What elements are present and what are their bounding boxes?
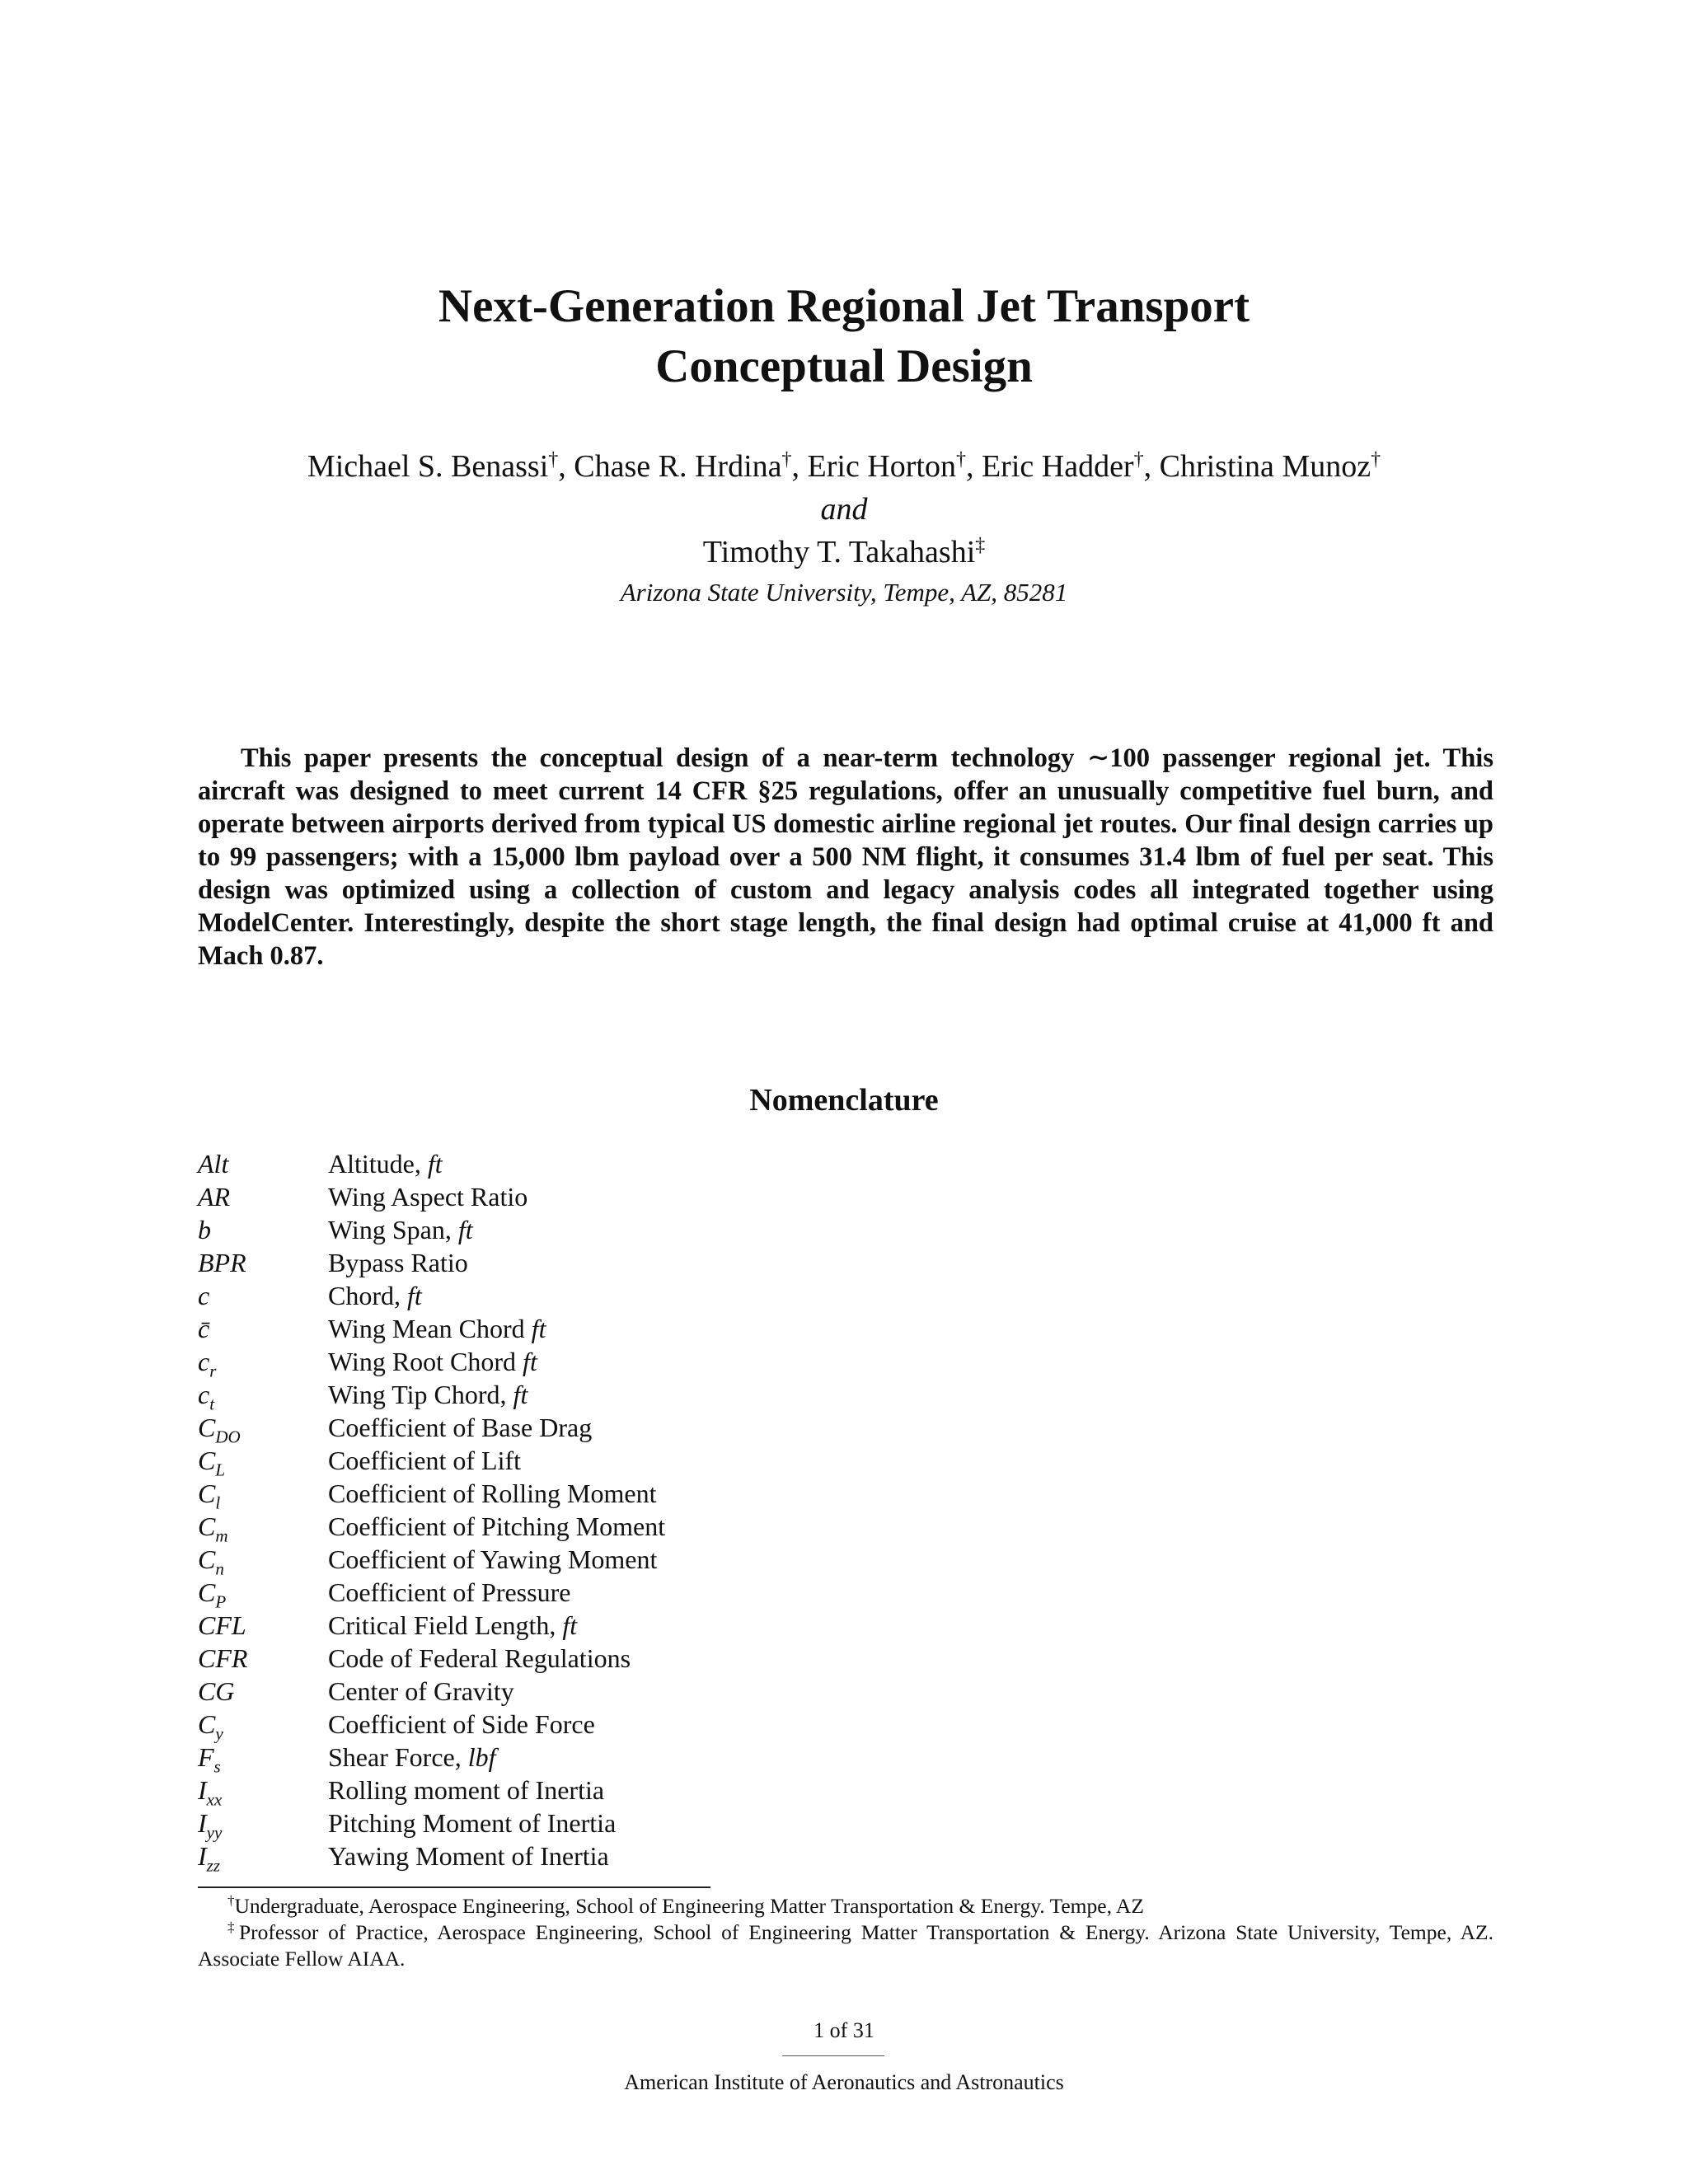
nomenclature-heading: Nomenclature <box>749 1083 939 1118</box>
symbol-base: C <box>198 1511 216 1541</box>
symbol-subscript: yy <box>206 1822 223 1843</box>
definition-text: Coefficient of Rolling Moment <box>328 1479 657 1508</box>
nomenclature-row <box>198 1510 1352 1546</box>
definition-text: Code of Federal Regulations <box>328 1643 631 1673</box>
definition-text: Wing Mean Chord <box>328 1314 532 1343</box>
nomenclature-definition <box>328 1312 546 1345</box>
symbol-base: I <box>198 1841 207 1871</box>
nomenclature-row <box>198 1345 1352 1381</box>
nomenclature-row <box>198 1774 1352 1810</box>
symbol-base: C <box>198 1413 216 1442</box>
definition-text: Critical Field Length, <box>328 1610 563 1640</box>
symbol-base: c <box>198 1380 210 1409</box>
author-name: Chase R. Hrdina <box>574 449 782 484</box>
symbol-subscript: xx <box>206 1789 223 1810</box>
affiliation-mark: † <box>1133 448 1144 471</box>
definition-unit: ft <box>523 1347 537 1376</box>
page-number: 1 of 31 <box>814 2018 874 2042</box>
nomenclature-definition <box>328 1741 496 1774</box>
nomenclature-symbol <box>198 1180 328 1213</box>
abstract: This paper presents the conceptual design of a near-term technology ∼100 passenger regional jet. This aircraft was designed to meet current 14 CFR §25 regulations, offer an unusually competitive fuel burn, and operate between airports derived from typical US domestic airline regional jet routes. Our final design carries up to 99 passengers; with a 15,000 lbm payload over a 500 NM flight, it consumes 31.4 lbm of fuel per seat. This design was optimized using a collection of custom and legacy analysis codes all integrated together using ModelCenter. Interestingly, despite the short stage length, the final design had optimal cruise at 41,000 ft and Mach 0.87. <box>198 743 1493 971</box>
nomenclature-symbol <box>198 1378 328 1414</box>
nomenclature-symbol <box>198 1213 328 1246</box>
nomenclature-definition <box>328 1609 577 1642</box>
symbol-base: C <box>198 1577 216 1607</box>
affiliation-mark: † <box>1371 448 1381 471</box>
symbol-base: c <box>198 1281 210 1310</box>
nomenclature-definition <box>328 1675 514 1708</box>
symbol-subscript: n <box>215 1558 224 1579</box>
symbol-subscript: y <box>215 1723 223 1744</box>
nomenclature-definition <box>328 1411 592 1444</box>
symbol-subscript: zz <box>206 1855 221 1876</box>
nomenclature-row <box>198 1609 1352 1642</box>
symbol-base: I <box>198 1808 207 1838</box>
symbol-subscript: l <box>215 1493 221 1513</box>
nomenclature-definition <box>328 1246 468 1279</box>
symbol-subscript: t <box>209 1394 215 1414</box>
definition-text: Wing Tip Chord, <box>328 1380 513 1409</box>
page-number-divider <box>782 2055 884 2056</box>
nomenclature-row <box>198 1180 1352 1213</box>
nomenclature-row <box>198 1543 1352 1579</box>
nomenclature-definition <box>328 1378 528 1411</box>
definition-text: Altitude, <box>328 1149 428 1179</box>
nomenclature-definition <box>328 1444 521 1477</box>
definition-text: Shear Force, <box>328 1742 468 1772</box>
nomenclature-symbol <box>198 1477 328 1513</box>
last-author <box>0 531 1688 574</box>
definition-text: Pitching Moment of Inertia <box>328 1808 617 1838</box>
definition-unit: ft <box>457 1215 473 1244</box>
symbol-base: C <box>198 1544 216 1574</box>
author-name: Eric Hadder <box>981 449 1134 484</box>
author-name: Timothy T. Takahashi <box>702 535 976 569</box>
nomenclature-definition <box>328 1708 595 1741</box>
nomenclature-symbol <box>198 1312 328 1345</box>
nomenclature-definition <box>328 1840 609 1872</box>
definition-text: Rolling moment of Inertia <box>328 1775 605 1805</box>
definition-text: Coefficient of Pressure <box>328 1577 571 1607</box>
symbol-base: c <box>198 1347 210 1376</box>
nomenclature-symbol <box>198 1807 328 1843</box>
title-line-1: Next-Generation Regional Jet Transport <box>438 280 1250 332</box>
nomenclature-row <box>198 1213 1352 1246</box>
definition-unit: ft <box>562 1610 578 1640</box>
definition-text: Center of Gravity <box>328 1676 514 1706</box>
definition-unit: lbf <box>467 1742 496 1772</box>
nomenclature-row <box>198 1675 1352 1708</box>
footnote <box>198 1919 1493 1972</box>
footnote-mark: ‡ <box>227 1919 239 1935</box>
affiliation-mark: ‡ <box>975 534 986 556</box>
nomenclature-symbol <box>198 1774 328 1810</box>
nomenclature-definition <box>328 1510 665 1543</box>
definition-unit: ft <box>407 1281 422 1310</box>
definition-text: Coefficient of Side Force <box>328 1709 595 1739</box>
definition-text: Coefficient of Yawing Moment <box>328 1544 658 1574</box>
affiliation-mark: † <box>955 448 966 471</box>
nomenclature-list <box>198 1147 1352 1876</box>
nomenclature-row <box>198 1411 1352 1447</box>
nomenclature-row <box>198 1147 1352 1180</box>
nomenclature-symbol <box>198 1609 328 1642</box>
definition-text: Wing Aspect Ratio <box>328 1182 528 1212</box>
footnote-text: Undergraduate, Aerospace Engineering, School of Engineering Matter Transportation & Energy. Tempe, AZ <box>234 1894 1144 1918</box>
nomenclature-row <box>198 1279 1352 1312</box>
footnotes <box>198 1893 1493 1972</box>
nomenclature-row <box>198 1807 1352 1843</box>
nomenclature-definition <box>328 1345 537 1378</box>
definition-text: Coefficient of Lift <box>328 1446 521 1475</box>
symbol-subscript: r <box>209 1361 217 1381</box>
nomenclature-symbol <box>198 1411 328 1447</box>
definition-unit: ft <box>531 1314 546 1343</box>
nomenclature-definition <box>328 1180 528 1213</box>
symbol-base: CG <box>198 1676 235 1706</box>
journal-footer: American Institute of Aeronautics and Astronautics <box>624 2070 1064 2094</box>
nomenclature-row <box>198 1477 1352 1513</box>
author-name: Christina Munoz <box>1159 449 1372 484</box>
title-line-2: Conceptual Design <box>655 340 1033 392</box>
nomenclature-symbol <box>198 1576 328 1612</box>
definition-unit: ft <box>427 1149 443 1179</box>
definition-text: Coefficient of Base Drag <box>328 1413 593 1442</box>
nomenclature-row <box>198 1642 1352 1675</box>
nomenclature-row <box>198 1378 1352 1414</box>
nomenclature-symbol <box>198 1741 328 1777</box>
affiliation: Arizona State University, Tempe, AZ, 85281 <box>620 578 1068 607</box>
nomenclature-row <box>198 1576 1352 1612</box>
symbol-subscript: DO <box>215 1427 241 1447</box>
footnote-text: Professor of Practice, Aerospace Engineering, School of Engineering Matter Transportation & Energy. Arizona State University, Tempe, AZ. Associate Fellow AIAA. <box>198 1920 1494 1971</box>
definition-unit: ft <box>513 1380 528 1409</box>
affiliation-mark: † <box>781 448 792 471</box>
nomenclature-symbol <box>198 1840 328 1876</box>
nomenclature-symbol <box>198 1642 328 1675</box>
author-name: Michael S. Benassi <box>307 449 549 484</box>
nomenclature-symbol <box>198 1543 328 1579</box>
symbol-subscript: L <box>215 1460 226 1480</box>
nomenclature-definition <box>328 1213 473 1246</box>
nomenclature-symbol <box>198 1444 328 1480</box>
nomenclature-symbol <box>198 1345 328 1381</box>
nomenclature-definition <box>328 1807 616 1840</box>
nomenclature-symbol <box>198 1675 328 1708</box>
nomenclature-symbol <box>198 1246 328 1279</box>
definition-text: Wing Root Chord <box>328 1347 523 1376</box>
nomenclature-row <box>198 1840 1352 1876</box>
nomenclature-definition <box>328 1477 656 1510</box>
definition-text: Yawing Moment of Inertia <box>328 1841 609 1871</box>
symbol-subscript: m <box>215 1526 228 1546</box>
nomenclature-symbol <box>198 1147 328 1180</box>
nomenclature-symbol <box>198 1708 328 1744</box>
symbol-base: CFL <box>198 1610 246 1640</box>
symbol-base: I <box>198 1775 207 1805</box>
and-connector: and <box>820 492 868 527</box>
nomenclature-row <box>198 1444 1352 1480</box>
nomenclature-row <box>198 1246 1352 1279</box>
symbol-base: b <box>198 1215 211 1244</box>
affiliation-mark: † <box>548 448 559 471</box>
symbol-base: c̄ <box>198 1314 210 1343</box>
symbol-base: C <box>198 1709 216 1739</box>
nomenclature-definition <box>328 1774 604 1807</box>
nomenclature-definition <box>328 1576 570 1609</box>
symbol-base: AR <box>198 1182 231 1212</box>
symbol-base: BPR <box>198 1248 246 1277</box>
symbol-base: C <box>198 1446 216 1475</box>
symbol-base: F <box>198 1742 214 1772</box>
definition-text: Wing Span, <box>328 1215 458 1244</box>
author-name: Eric Horton <box>807 449 956 484</box>
footnote-mark: † <box>227 1892 235 1909</box>
symbol-base: Alt <box>198 1149 229 1179</box>
nomenclature-symbol <box>198 1510 328 1546</box>
footnote-divider <box>198 1886 710 1888</box>
symbol-subscript: s <box>213 1756 221 1777</box>
definition-text: Coefficient of Pitching Moment <box>328 1511 666 1541</box>
author-block <box>0 445 1688 612</box>
nomenclature-definition <box>328 1543 657 1576</box>
symbol-base: CFR <box>198 1643 248 1673</box>
nomenclature-row <box>198 1312 1352 1345</box>
symbol-base: C <box>198 1479 216 1508</box>
definition-text: Bypass Ratio <box>328 1248 468 1277</box>
nomenclature-definition <box>328 1279 422 1312</box>
definition-text: Chord, <box>328 1281 407 1310</box>
nomenclature-row <box>198 1741 1352 1777</box>
nomenclature-definition <box>328 1147 443 1180</box>
nomenclature-definition <box>328 1642 631 1675</box>
nomenclature-row <box>198 1708 1352 1744</box>
author-list: Michael S. Benassi†, Chase R. Hrdina†, Eric Horton†, Eric Hadder†, Christina Munoz† <box>307 448 1381 484</box>
symbol-subscript: P <box>215 1591 227 1612</box>
paper-title <box>0 276 1688 396</box>
footnote <box>198 1893 1493 1919</box>
nomenclature-symbol <box>198 1279 328 1312</box>
